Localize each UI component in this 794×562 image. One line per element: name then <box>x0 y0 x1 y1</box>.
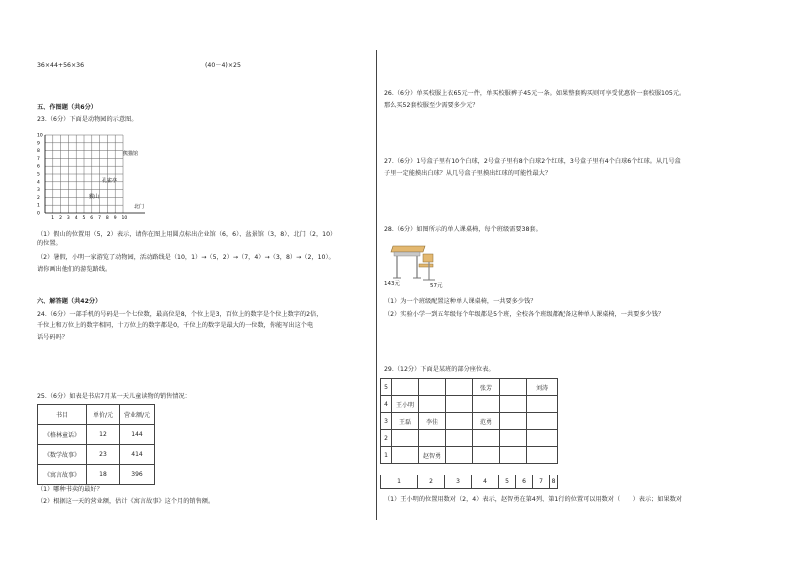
question-28: 28.（6分）如图所示的单人课桌椅，每个班级需要38套。 <box>384 226 542 233</box>
section-6-title: 六、解答题（共42分） <box>37 298 102 305</box>
seat-cell: 王磊 <box>392 413 419 430</box>
y-tick-label: 6 <box>37 164 40 170</box>
seat-cell <box>392 379 419 396</box>
x-tick-label: 4 <box>74 216 78 220</box>
y-tick-label: 3 <box>37 188 40 194</box>
column-number: 7 <box>532 475 549 488</box>
y-tick-label: 2 <box>37 195 40 201</box>
question-25-part-1: （1）哪种书卖的最好？ <box>37 486 103 493</box>
table-row <box>38 425 155 445</box>
table-header: 书目 <box>38 405 87 425</box>
seat-cell: 张芳 <box>473 379 500 396</box>
table-header: 营业额/元 <box>120 405 155 425</box>
table-row <box>38 465 155 485</box>
question-29-part-1: （1）王小明的位置用数对（2，4）表示，赵智勇在第4列、第1行的位置可以用数对（ ）表示；如果数对 <box>384 496 683 503</box>
seat-cell: 王小明 <box>392 396 419 413</box>
zoo-map-grid <box>34 130 154 220</box>
column-number: 6 <box>515 475 532 488</box>
seat-cell <box>446 447 473 464</box>
x-tick-label: 7 <box>98 216 101 220</box>
question-25-part-2: （2）根据这一天的营业额，估计《寓言故事》这个月的销售额。 <box>37 498 215 505</box>
y-tick-label: 1 <box>37 203 40 209</box>
y-tick-label: 10 <box>37 133 43 139</box>
seat-cell <box>392 447 419 464</box>
table-cell: 《格林童话》 <box>38 425 87 445</box>
map-label-gate: 北门 <box>134 204 145 210</box>
table-header: 单价/元 <box>87 405 120 425</box>
y-tick-label: 8 <box>37 149 40 155</box>
row-label: 1 <box>381 447 392 464</box>
question-27-cont: 子里一定能摸出白球？从几号盒子里摸出红球的可能性最大？ <box>384 170 552 177</box>
column-divider <box>376 50 377 520</box>
calc-expression-2: (40－4)×25 <box>205 62 241 69</box>
y-tick-label: 4 <box>37 180 40 186</box>
table-cell: 《寓言故事》 <box>38 465 87 485</box>
seat-cell <box>419 379 446 396</box>
column-number-row <box>380 475 558 489</box>
table-cell: 《数学故事》 <box>38 445 87 465</box>
seat-cell <box>527 430 558 447</box>
map-label-peacock: 孔雀亭 <box>102 178 118 184</box>
question-27: 27.（6分）1号盒子里有10个白球，2号盒子里有8个白球2个红球，3号盒子里有4个白球6个红球。从几号盒 <box>384 158 681 165</box>
question-24: 24.（6分）一部手机的号码是一个七位数，最高位是8，个位上是3，百位上的数字是个位上数字的2倍， <box>37 311 323 318</box>
seat-cell <box>446 379 473 396</box>
table-cell: 414 <box>120 445 155 465</box>
row-label: 3 <box>381 413 392 430</box>
column-number: 2 <box>417 475 444 488</box>
x-tick-label: 9 <box>113 216 117 220</box>
x-tick-label: 6 <box>90 216 94 220</box>
desk-price: 143元 <box>384 281 400 287</box>
seat-cell <box>446 413 473 430</box>
seat-cell <box>500 396 527 413</box>
seat-cell <box>527 413 558 430</box>
question-28-part-1: （1）为一个班级配置这种单人课桌椅，一共要多少钱？ <box>384 298 537 305</box>
map-label-monkey: 猴山 <box>89 194 100 200</box>
question-23: 23.（6分）下面是动物园的示意图。 <box>37 116 138 123</box>
book-sales-table <box>37 404 155 485</box>
y-tick-label: 5 <box>37 172 40 178</box>
seat-cell <box>473 430 500 447</box>
row-label: 4 <box>381 396 392 413</box>
table-cell: 144 <box>120 425 155 445</box>
question-25: 25.（6分）如表是书店7月某一天儿童读物的销售情况： <box>37 393 191 400</box>
chair-price: 57元 <box>430 283 443 289</box>
x-tick-label: 8 <box>105 216 109 220</box>
column-number: 1 <box>397 478 401 485</box>
seat-cell <box>527 447 558 464</box>
seat-cell: 李佳 <box>419 413 446 430</box>
table-cell: 23 <box>87 445 120 465</box>
y-tick-label: 7 <box>37 156 40 162</box>
seat-cell: 刘涛 <box>527 379 558 396</box>
seat-cell: 范勇 <box>473 413 500 430</box>
column-number: 3 <box>444 475 471 488</box>
question-23-part-2: （2）暑假，小明一家游览了动物园，活动路线是（10，1）→（5，2）→（7，4）→（3，8）→（2，10）。 <box>37 254 335 261</box>
calc-expression-1: 36×44+56×36 <box>37 62 85 69</box>
seat-cell <box>473 447 500 464</box>
seat-cell <box>392 430 419 447</box>
seat-cell <box>419 396 446 413</box>
seat-cell <box>419 430 446 447</box>
question-23-part-1: （1）假山的位置用（5，2）表示，请你在图上用圆点标出企业馆（6，6）、盆景馆（3，8）、北门（2，10） <box>37 231 337 238</box>
seat-cell <box>446 430 473 447</box>
seat-cell <box>446 396 473 413</box>
seat-cell <box>500 430 527 447</box>
seat-cell <box>500 447 527 464</box>
x-tick-label: 3 <box>66 216 70 220</box>
seat-cell <box>500 413 527 430</box>
question-24-cont: 千位上和万位上的数字相同，十万位上的数字都是0，千位上的数字是最大的一位数，你能写出这个电 <box>37 322 314 329</box>
seat-cell <box>500 379 527 396</box>
seat-cell <box>527 396 558 413</box>
question-26-cont: 那么买52套校服至少需要多少元？ <box>384 102 479 109</box>
table-cell: 396 <box>120 465 155 485</box>
column-number: 8 <box>549 475 557 488</box>
x-tick-label: 2 <box>59 216 62 220</box>
x-tick-label: 1 <box>51 216 55 220</box>
table-cell: 12 <box>87 425 120 445</box>
question-23-part-1-cont: 的位置。 <box>37 240 62 247</box>
y-tick-label: 0 <box>37 211 40 217</box>
seating-chart <box>380 378 558 464</box>
seat-cell: 赵智勇 <box>419 447 446 464</box>
question-28-part-2: （2）实验小学一到五年级每个年级都是5个班，全校各个班级都配备这种单人课桌椅，一共要多少钱？ <box>384 311 665 318</box>
table-cell: 18 <box>87 465 120 485</box>
question-26: 26.（6分）单买校服上衣65元一件，单买校服裤子45元一条。如果整套购买则可享受优惠价一套校服105元。 <box>384 90 686 97</box>
column-number: 4 <box>471 475 498 488</box>
y-tick-label: 9 <box>37 141 40 147</box>
question-24-cont-2: 话号码吗？ <box>37 334 68 341</box>
row-label: 2 <box>381 430 392 447</box>
table-row <box>38 445 155 465</box>
seat-cell <box>473 396 500 413</box>
section-5-title: 五、作图题（共6分） <box>37 104 97 111</box>
column-number: 5 <box>498 475 515 488</box>
question-23-part-2-cont: 请你画出他们的游览路线。 <box>37 266 112 273</box>
row-label: 5 <box>381 379 392 396</box>
x-tick-label: 10 <box>121 216 128 220</box>
x-tick-label: 5 <box>82 216 86 220</box>
map-label-panda: 熊猫馆 <box>123 151 139 157</box>
question-29: 29.（12分）下面是某班的部分座位表。 <box>384 366 495 373</box>
